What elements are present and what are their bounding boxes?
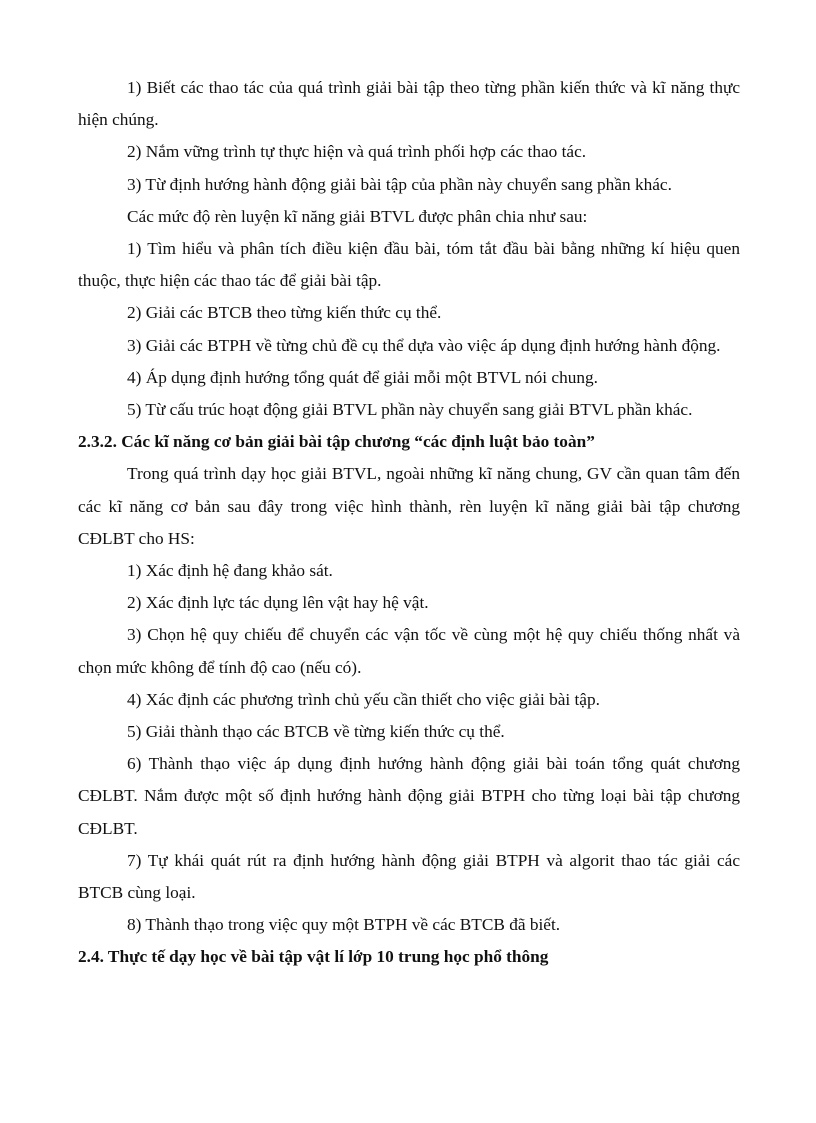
paragraph: 1) Xác định hệ đang khảo sát. [127, 561, 333, 581]
paragraph: 2) Xác định lực tác dụng lên vật hay hệ vật. [127, 593, 429, 613]
paragraph: 2) Giải các BTCB theo từng kiến thức cụ thể. [127, 303, 442, 323]
paragraph: 6) Thành thạo việc áp dụng định hướng hành động giải bài toán tổng quát chương CĐLBT. Nắm được một số định hướng hành động giải BTPH cho từng loại bài tập chương CĐLBT. [78, 754, 740, 838]
paragraph: 5) Từ cấu trúc hoạt động giải BTVL phần này chuyển sang giải BTVL phần khác. [127, 400, 693, 420]
paragraph: 7) Tự khái quát rút ra định hướng hành động giải BTPH và algorit thao tác giải các BTCB cùng loại. [78, 850, 740, 903]
section-heading: 2.4. Thực tế dạy học về bài tập vật lí lớp 10 trung học phổ thông [78, 947, 549, 967]
paragraph: 5) Giải thành thạo các BTCB về từng kiến thức cụ thể. [127, 722, 505, 742]
paragraph: 3) Giải các BTPH về từng chủ đề cụ thể dựa vào việc áp dụng định hướng hành động. [127, 335, 721, 355]
paragraph: 4) Áp dụng định hướng tổng quát để giải mỗi một BTVL nói chung. [127, 367, 598, 387]
paragraph: 1) Tìm hiểu và phân tích điều kiện đầu bài, tóm tắt đầu bài bằng những kí hiệu quen thuộc, thực hiện các thao tác để giải bài tập. [78, 239, 740, 291]
section-heading: 2.3.2. Các kĩ năng cơ bản giải bài tập chương “các định luật bảo toàn” [78, 432, 595, 452]
paragraph: 3) Chọn hệ quy chiếu để chuyển các vận tốc về cùng một hệ quy chiếu thống nhất và chọn mức không để tính độ cao (nếu có). [78, 625, 740, 677]
paragraph: 4) Xác định các phương trình chủ yếu cần thiết cho việc giải bài tập. [127, 689, 600, 709]
paragraph: Các mức độ rèn luyện kĩ năng giải BTVL được phân chia như sau: [127, 206, 588, 226]
paragraph: 2) Nắm vững trình tự thực hiện và quá trình phối hợp các thao tác. [127, 142, 587, 162]
paragraph: Trong quá trình dạy học giải BTVL, ngoài những kĩ năng chung, GV cần quan tâm đến các kĩ năng cơ bản sau đây trong việc hình thành, rèn luyện kĩ năng giải bài tập chương CĐLBT cho HS: [78, 464, 740, 548]
paragraph: 3) Từ định hướng hành động giải bài tập của phần này chuyển sang phần khác. [127, 174, 672, 194]
paragraph: 8) Thành thạo trong việc quy một BTPH về các BTCB đã biết. [127, 915, 561, 935]
document-page [78, 72, 740, 974]
paragraph: 1) Biết các thao tác của quá trình giải bài tập theo từng phần kiến thức và kĩ năng thực hiện chúng. [78, 78, 740, 130]
